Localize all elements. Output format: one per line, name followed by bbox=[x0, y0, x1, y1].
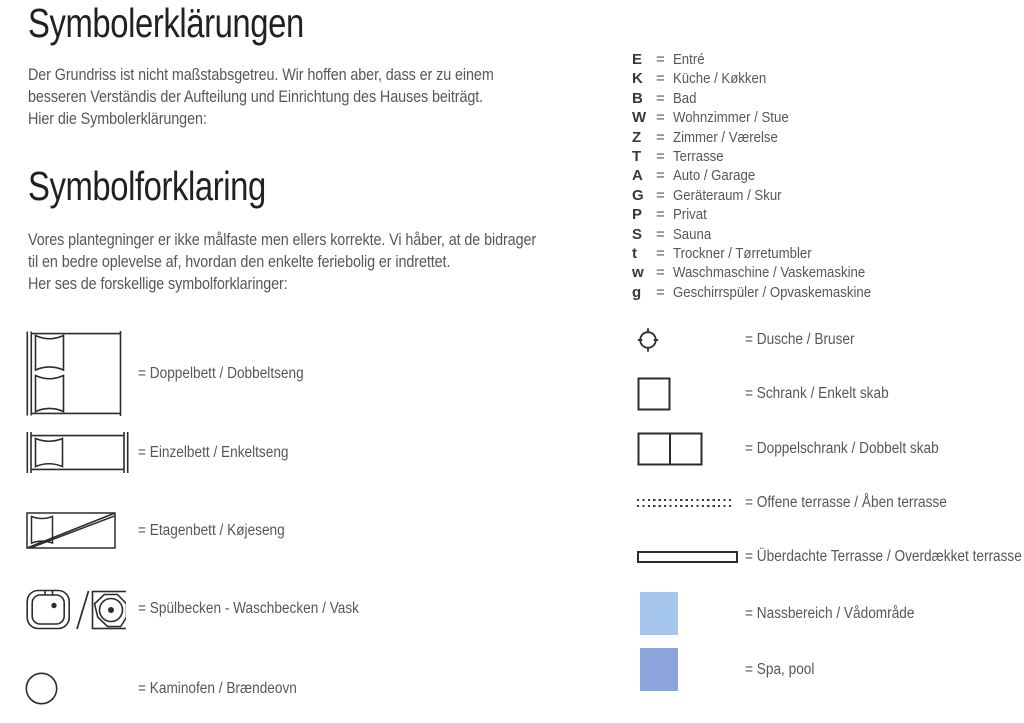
legend-label: = Einzelbett / Enkeltseng bbox=[138, 443, 289, 461]
room-code-row bbox=[632, 129, 898, 148]
intro-danish-line3: Her ses de forskellige symbolforklaringer: bbox=[28, 275, 288, 293]
legend-row-covered-terrace bbox=[637, 548, 1022, 565]
code-letter: Z bbox=[632, 128, 642, 146]
legend-label: = Nassbereich / Vådområde bbox=[745, 604, 915, 622]
legend-label: = Schrank / Enkelt skab bbox=[745, 385, 889, 402]
code-label: Auto / Garage bbox=[673, 167, 756, 185]
code-letter: T bbox=[632, 147, 642, 165]
spa-pool-icon bbox=[640, 648, 678, 691]
legend-label: = Doppelbett / Dobbeltseng bbox=[138, 364, 304, 382]
legend-label: = Spa, pool bbox=[745, 660, 815, 678]
room-code-row bbox=[632, 51, 898, 70]
legend-row-spa-pool bbox=[640, 648, 1020, 691]
code-label: Küche / Køkken bbox=[673, 70, 767, 88]
legend-label: = Spülbecken - Waschbecken / Vask bbox=[138, 599, 360, 617]
code-letter: t bbox=[632, 244, 637, 262]
sink-washbasin-icon bbox=[26, 585, 126, 632]
covered-terrace-icon bbox=[637, 551, 738, 563]
code-label: Geräteraum / Skur bbox=[673, 186, 782, 204]
room-code-row bbox=[632, 284, 898, 303]
code-label: Geschirrspüler / Opvaskemaskine bbox=[673, 283, 872, 301]
legend-label: = Überdachte Terrasse / Overdækket terrasse bbox=[745, 548, 1022, 565]
double-bed-icon bbox=[26, 331, 126, 416]
wood-stove-icon bbox=[25, 672, 58, 705]
equals-sign: = bbox=[656, 186, 665, 204]
equals-sign: = bbox=[656, 89, 665, 107]
intro-german bbox=[28, 64, 494, 130]
legend-label: = Etagenbett / Køjeseng bbox=[138, 521, 285, 539]
room-code-row bbox=[632, 206, 898, 225]
code-label: Entré bbox=[673, 51, 705, 68]
code-letter: E bbox=[632, 51, 643, 68]
single-cabinet-icon bbox=[637, 377, 671, 411]
code-label: Bad bbox=[673, 89, 697, 107]
room-code-row bbox=[632, 148, 898, 167]
page-title-danish: Symbolforklaring bbox=[28, 163, 266, 209]
code-letter: K bbox=[632, 70, 643, 88]
intro-danish-line1: Vores plantegninger er ikke målfaste men ellers korrekte. Vi håber, at de bidrager bbox=[28, 231, 537, 249]
shower-icon bbox=[637, 327, 659, 353]
legend-row-single-bed bbox=[26, 431, 506, 474]
legend-row-sink bbox=[26, 585, 506, 632]
equals-sign: = bbox=[656, 167, 665, 185]
code-letter: B bbox=[632, 89, 643, 107]
equals-sign: = bbox=[656, 206, 665, 224]
wet-area-icon bbox=[640, 592, 678, 635]
equals-sign: = bbox=[656, 51, 665, 68]
code-letter: W bbox=[632, 109, 647, 127]
code-label: Trockner / Tørretumbler bbox=[673, 244, 812, 262]
legend-row-stove bbox=[25, 672, 505, 705]
room-code-row bbox=[632, 109, 898, 128]
room-code-row bbox=[632, 226, 898, 245]
equals-sign: = bbox=[656, 147, 665, 165]
code-label: Wohnzimmer / Stue bbox=[673, 109, 789, 127]
equals-sign: = bbox=[656, 225, 665, 243]
open-terrace-icon bbox=[637, 499, 732, 508]
code-letter: P bbox=[632, 206, 643, 224]
room-code-row bbox=[632, 245, 898, 264]
equals-sign: = bbox=[656, 128, 665, 146]
single-bed-icon bbox=[26, 431, 129, 474]
legend-row-shower bbox=[637, 327, 1017, 353]
intro-german-line1: Der Grundriss ist nicht maßstabsgetreu. Wir hoffen aber, dass er zu einem bbox=[28, 66, 494, 84]
legend-row-wet-area bbox=[640, 592, 1020, 635]
code-letter: w bbox=[632, 264, 644, 282]
code-label: Terrasse bbox=[673, 147, 724, 165]
double-cabinet-icon bbox=[637, 432, 703, 466]
intro-german-line3: Hier die Symbolerklärungen: bbox=[28, 110, 207, 128]
page-title-german: Symbolerklärungen bbox=[28, 0, 304, 46]
intro-german-line2: besseren Verständis der Aufteilung und Einrichtung des Hauses beiträgt. bbox=[28, 88, 484, 106]
legend-row-single-cabinet bbox=[637, 377, 1017, 411]
room-code-row bbox=[632, 264, 898, 283]
code-letter: g bbox=[632, 283, 642, 301]
room-code-row bbox=[632, 70, 898, 89]
code-letter: A bbox=[632, 167, 643, 185]
room-code-row bbox=[632, 187, 898, 206]
code-letter: S bbox=[632, 225, 643, 243]
legend-row-double-cabinet bbox=[637, 432, 1017, 466]
code-letter: G bbox=[632, 186, 644, 204]
code-label: Waschmaschine / Vaskemaskine bbox=[673, 264, 866, 282]
equals-sign: = bbox=[656, 283, 665, 301]
legend-label: = Offene terrasse / Åben terrasse bbox=[745, 494, 947, 511]
bunk-bed-icon bbox=[26, 512, 116, 549]
code-label: Privat bbox=[673, 206, 707, 224]
legend-label: = Doppelschrank / Dobbelt skab bbox=[745, 440, 939, 457]
legend-label: = Dusche / Bruser bbox=[745, 331, 855, 348]
intro-danish-line2: til en bedre oplevelse af, hvordan den enkelte feriebolig er indrettet. bbox=[28, 253, 451, 271]
code-label: Sauna bbox=[673, 225, 712, 243]
intro-danish bbox=[28, 229, 536, 295]
room-code-row bbox=[632, 90, 898, 109]
code-label: Zimmer / Værelse bbox=[673, 128, 778, 146]
equals-sign: = bbox=[656, 264, 665, 282]
room-code-row bbox=[632, 167, 898, 186]
legend-row-double-bed bbox=[26, 331, 506, 416]
legend-row-open-terrace bbox=[637, 495, 1017, 511]
equals-sign: = bbox=[656, 70, 665, 88]
room-code-list bbox=[632, 51, 898, 303]
legend-label: = Kaminofen / Brændeovn bbox=[138, 679, 297, 697]
legend-row-bunk-bed bbox=[26, 512, 506, 549]
equals-sign: = bbox=[656, 109, 665, 127]
equals-sign: = bbox=[656, 244, 665, 262]
